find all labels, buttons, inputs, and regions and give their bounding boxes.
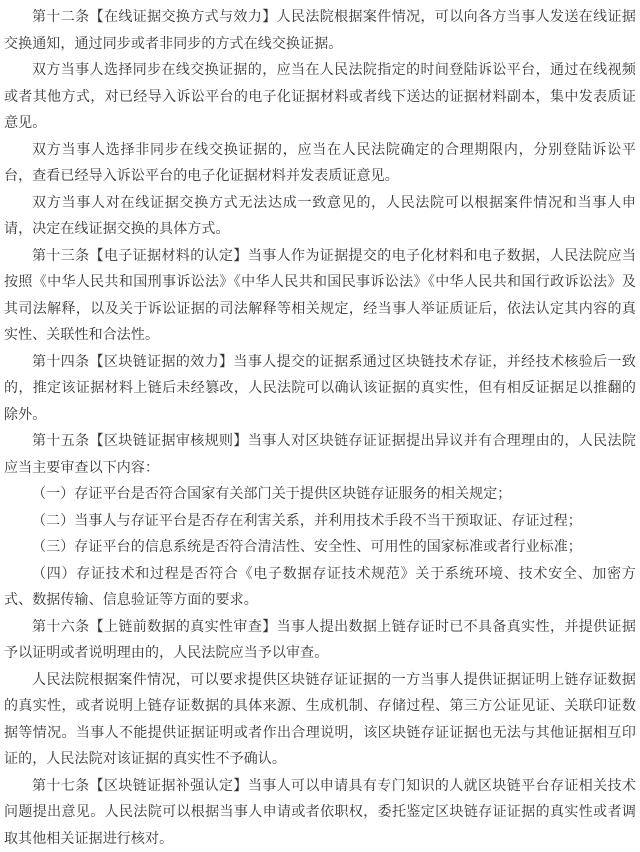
article-15-item-3: （三）存证平台的信息系统是否符合清洁性、安全性、可用性的国家标准或者行业标准； [4, 534, 636, 561]
article-15-item-1: （一）存证平台是否符合国家有关部门关于提供区块链存证服务的相关规定； [4, 481, 636, 508]
article-12-async-exchange-paragraph: 双方当事人选择非同步在线交换证据的，应当在人民法院确定的合理期限内，分别登陆诉讼平台，查看已经导入诉讼平台的电子化证据材料并发表质证意见。 [4, 137, 636, 190]
article-12-sync-exchange-paragraph: 双方当事人选择同步在线交换证据的，应当在人民法院指定的时间登陆诉讼平台，通过在线视频或者其他方式，对已经导入诉讼平台的电子化证据材料或者线下送达的证据材料副本，集中发表质证意见。 [4, 57, 636, 137]
article-16-paragraph: 第十六条【上链前数据的真实性审查】当事人提出数据上链存证时已不具备真实性，并提供证据予以证明或者说明理由的，人民法院应当予以审查。 [4, 614, 636, 667]
article-15-paragraph: 第十五条【区块链证据审核规则】当事人对区块链存证证据提出异议并有合理理由的，人民法院应当主要审查以下内容： [4, 428, 636, 481]
article-14-paragraph: 第十四条【区块链证据的效力】当事人提交的证据系通过区块链技术存证，并经技术核验后一致的，推定该证据材料上链后未经篡改，人民法院可以确认该证据的真实性，但有相反证据足以推翻的除外。 [4, 349, 636, 429]
article-17-paragraph: 第十七条【区块链证据补强认定】当事人可以申请具有专门知识的人就区块链平台存证相关技术问题提出意见。人民法院可以根据当事人申请或者依职权，委托鉴定区块链存证证据的真实性或者调取其他相关证据进行核对。 [4, 773, 636, 852]
article-12-paragraph: 第十二条【在线证据交换方式与效力】人民法院根据案件情况，可以向各方当事人发送在线证据交换通知，通过同步或者非同步的方式在线交换证据。 [4, 4, 636, 57]
article-15-item-4: （四）存证技术和过程是否符合《电子数据存证技术规范》关于系统环境、技术安全、加密方式、数据传输、信息验证等方面的要求。 [4, 561, 636, 614]
article-16-review-paragraph: 人民法院根据案件情况，可以要求提供区块链存证证据的一方当事人提供证据证明上链存证数据的真实性，或者说明上链存证数据的具体来源、生成机制、存储过程、第三方公证见证、关联印证数据等情况。当事人不能提供证据证明或者作出合理说明，该区块链存证证据也无法与其他证据相互印证的，人民法院对该证据的真实性不予确认。 [4, 667, 636, 773]
article-15-item-2: （二）当事人与存证平台是否存在利害关系，并利用技术手段不当干预取证、存证过程； [4, 508, 636, 535]
article-13-paragraph: 第十三条【电子证据材料的认定】当事人作为证据提交的电子化材料和电子数据，人民法院应当按照《中华人民共和国刑事诉讼法》《中华人民共和国民事诉讼法》《中华人民共和国行政诉讼法》及其司法解释，以及关于诉讼证据的司法解释等相关规定，经当事人举证质证后，依法认定其内容的真实性、关联性和合法性。 [4, 243, 636, 349]
article-12-disagreement-paragraph: 双方当事人对在线证据交换方式无法达成一致意见的，人民法院可以根据案件情况和当事人申请，决定在线证据交换的具体方式。 [4, 190, 636, 243]
